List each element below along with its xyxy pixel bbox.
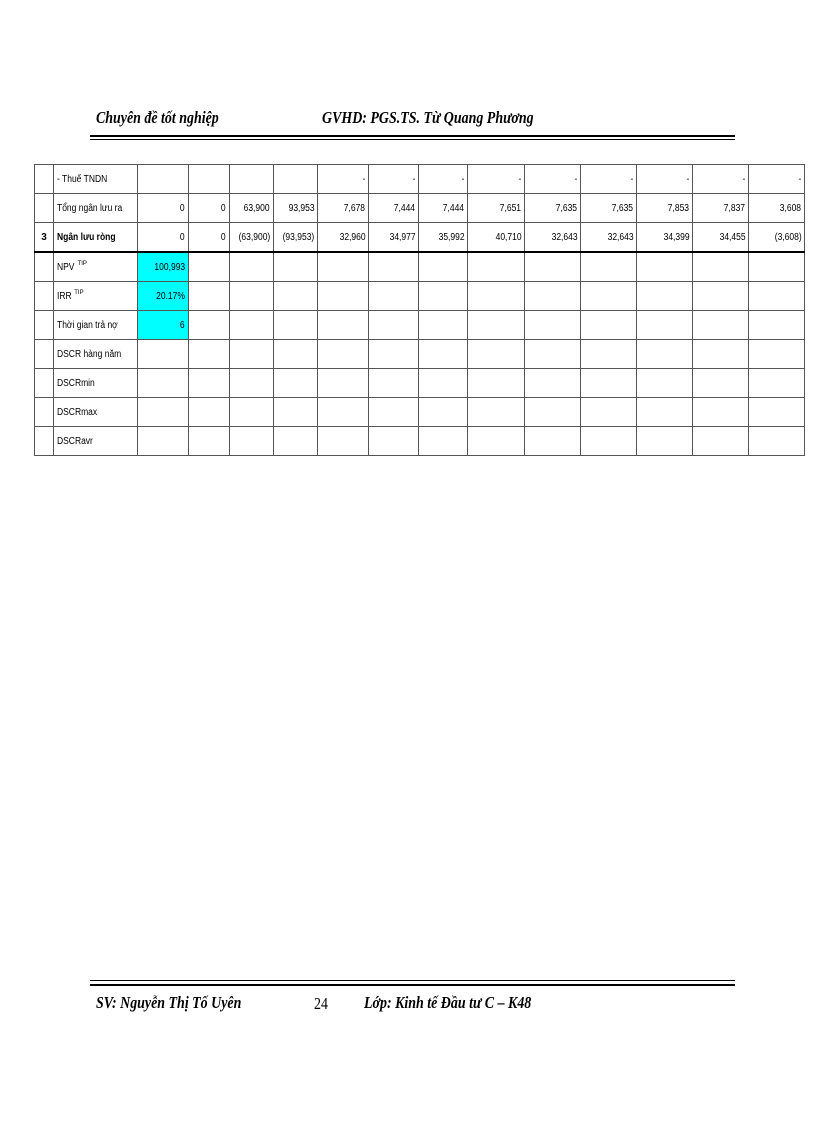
table-cell [274,282,318,311]
cell-value: 34,977 [389,231,416,243]
row-label [54,223,138,253]
table-cell [468,165,525,194]
row-index [35,311,54,340]
table-cell [318,311,369,340]
table-cell [137,369,188,398]
cell-value: - [686,173,690,185]
table-cell [525,398,581,427]
table-cell [137,398,188,427]
row-index [35,194,54,223]
row-label-text: DSCRavr [57,435,93,447]
table-cell [637,165,693,194]
table-cell [137,427,188,456]
cell-value: 7,444 [393,202,416,214]
cell-value: - [798,173,802,185]
cell-value: - [518,173,522,185]
table-cell [419,369,468,398]
table-cell [693,252,749,282]
table-cell [525,252,581,282]
table-cell [749,369,805,398]
cell-value: 7,678 [343,202,366,214]
table-cell [188,194,229,223]
cell-value: 34,455 [719,231,746,243]
table-cell [188,369,229,398]
table-row [35,311,805,340]
table-cell [468,194,525,223]
table-cell [581,369,637,398]
table-cell [581,165,637,194]
table-row [35,340,805,369]
row-label-text: Ngân lưu ròng [57,231,116,243]
cell-value: 32,643 [607,231,634,243]
table-cell [229,223,273,253]
table-cell [318,252,369,282]
table-cell [749,165,805,194]
table-cell [188,252,229,282]
table-cell [581,340,637,369]
table-cell [137,252,188,282]
table-cell [229,369,273,398]
row-index: 3 [35,223,54,253]
table-cell [749,252,805,282]
table-cell [274,223,318,253]
table-cell [229,252,273,282]
table-cell [137,282,188,311]
table-cell [188,398,229,427]
table-cell [369,340,419,369]
table-cell [274,311,318,340]
row-label-superscript: TIP [74,290,84,297]
table-cell [188,223,229,253]
table-cell [369,223,419,253]
cell-value: 7,837 [723,202,746,214]
table-cell [693,311,749,340]
table-row [35,223,805,253]
table-cell [637,194,693,223]
table-cell [468,398,525,427]
supervisor-name: GVHD: PGS.TS. Từ Quang Phương [322,108,534,127]
document-title: Chuyên đề tốt nghiệp [96,108,219,127]
cell-value: 7,651 [499,202,522,214]
cell-value: 34,399 [663,231,690,243]
table-cell [188,311,229,340]
table-cell [229,282,273,311]
table-cell [749,340,805,369]
cell-value: (93,953) [282,231,315,243]
row-label-text: - Thuế TNDN [57,173,108,185]
table-cell [581,252,637,282]
row-label-text: DSCRmin [57,377,95,389]
cell-value: 63,900 [243,202,270,214]
table-cell [229,165,273,194]
table-cell [229,311,273,340]
row-label [54,340,138,369]
row-label-text: NPV [57,261,75,273]
table-cell [749,398,805,427]
table-cell [468,427,525,456]
table-cell [318,340,369,369]
table-cell [525,340,581,369]
table-cell [468,223,525,253]
cell-value: 35,992 [438,231,465,243]
table-cell [318,282,369,311]
table-cell [274,165,318,194]
table-row [35,282,805,311]
cell-value: 0 [180,202,185,214]
table-row [35,165,805,194]
table-cell [749,282,805,311]
page-number: 24 [314,994,328,1013]
page-header [90,108,735,140]
table-cell [188,282,229,311]
table-cell [468,340,525,369]
table-cell [274,427,318,456]
table-cell [468,282,525,311]
table-cell [137,340,188,369]
table-cell [581,282,637,311]
table-cell [637,223,693,253]
table-cell [693,223,749,253]
table-cell [137,223,188,253]
table-cell [581,427,637,456]
table-cell [749,194,805,223]
table-cell [525,282,581,311]
table-cell [369,427,419,456]
table-cell [188,165,229,194]
cell-value: 0 [180,231,185,243]
row-label-text: Tổng ngân lưu ra [57,202,123,214]
table-cell [369,282,419,311]
cell-value: 7,635 [611,202,634,214]
row-index [35,398,54,427]
row-index [35,282,54,311]
table-body [35,165,805,456]
row-label [54,282,138,311]
table-cell [274,340,318,369]
cell-value: 32,643 [551,231,578,243]
cell-value: 93,953 [288,202,315,214]
table-cell [229,427,273,456]
table-cell [581,194,637,223]
row-label-text: Thời gian trả nợ [57,319,118,331]
table-cell [525,194,581,223]
table-cell [637,311,693,340]
table-cell [318,369,369,398]
table-cell [369,398,419,427]
table-cell [369,252,419,282]
table-cell [274,252,318,282]
cell-value: 7,444 [442,202,465,214]
table-cell [318,165,369,194]
table-cell [525,427,581,456]
cell-value: - [362,173,366,185]
row-label-superscript: TIP [77,261,87,268]
table-cell [369,165,419,194]
table-cell [274,194,318,223]
table-cell [525,369,581,398]
cell-value: - [412,173,416,185]
cell-value: 32,960 [339,231,366,243]
row-label [54,427,138,456]
table-cell [581,398,637,427]
table-cell [318,398,369,427]
table-cell [229,340,273,369]
table-cell [468,252,525,282]
row-label [54,311,138,340]
table-cell [318,194,369,223]
table-cell [637,369,693,398]
table-cell [693,340,749,369]
page-footer [90,980,735,1020]
table-cell [419,194,468,223]
table-row [35,252,805,282]
row-index [35,165,54,194]
table-row [35,194,805,223]
row-label-text: DSCR hàng năm [57,348,122,360]
header-rule [90,135,735,137]
table-row [35,369,805,398]
table-cell [137,165,188,194]
table-cell [468,369,525,398]
row-label-text: DSCRmax [57,406,98,418]
footer-rule [90,984,735,986]
cell-value: (3,608) [774,231,802,243]
table-cell [318,427,369,456]
cell-value: 0 [221,202,226,214]
table-cell [637,398,693,427]
cell-value: 0 [221,231,226,243]
row-index [35,340,54,369]
table-cell [229,398,273,427]
cell-value: - [461,173,465,185]
row-label [54,398,138,427]
table-cell [419,427,468,456]
table-cell [581,223,637,253]
table-cell [693,369,749,398]
table-cell [229,194,273,223]
cell-value: - [742,173,746,185]
table-cell [419,223,468,253]
table-cell [188,427,229,456]
row-label [54,369,138,398]
cell-value: 20.17% [155,290,185,302]
table-cell [369,369,419,398]
row-label-text: IRR [57,290,72,302]
student-name: SV: Nguyễn Thị Tố Uyên [96,993,242,1012]
cashflow-table [34,164,805,456]
table-cell [419,340,468,369]
cell-value: 6 [180,319,185,331]
table-cell [274,369,318,398]
table-cell [369,194,419,223]
table-cell [637,340,693,369]
table-row [35,427,805,456]
table-cell [749,427,805,456]
row-index [35,427,54,456]
row-label [54,194,138,223]
row-label [54,252,138,282]
table-row [35,398,805,427]
cell-value: - [574,173,578,185]
table-cell [525,311,581,340]
header-rule-thin [90,139,735,140]
cell-value: - [630,173,634,185]
cell-value: 40,710 [495,231,522,243]
row-label [54,165,138,194]
table-cell [419,398,468,427]
footer-rule-thin [90,980,735,981]
table-cell [419,165,468,194]
table-cell [581,311,637,340]
table-cell [693,282,749,311]
cell-value: 3,608 [779,202,802,214]
table-cell [637,252,693,282]
cell-value: 7,853 [667,202,690,214]
table-cell [369,311,419,340]
table-cell [525,165,581,194]
table-cell [749,311,805,340]
table-cell [318,223,369,253]
table-cell [419,252,468,282]
table-cell [693,427,749,456]
row-index [35,369,54,398]
table-cell [637,282,693,311]
table-cell [525,223,581,253]
class-name: Lớp: Kinh tế Đầu tư C – K48 [364,993,532,1012]
table-cell [137,311,188,340]
row-index [35,252,54,282]
table-cell [419,282,468,311]
table-cell [419,311,468,340]
table-cell [637,427,693,456]
table-cell [693,194,749,223]
table-cell [468,311,525,340]
table-cell [693,398,749,427]
table-cell [274,398,318,427]
cell-value: 7,635 [555,202,578,214]
cell-value: (63,900) [238,231,270,243]
table-cell [693,165,749,194]
table-cell [137,194,188,223]
cell-value: 100,993 [154,261,185,273]
table-cell [749,223,805,253]
table-cell [188,340,229,369]
